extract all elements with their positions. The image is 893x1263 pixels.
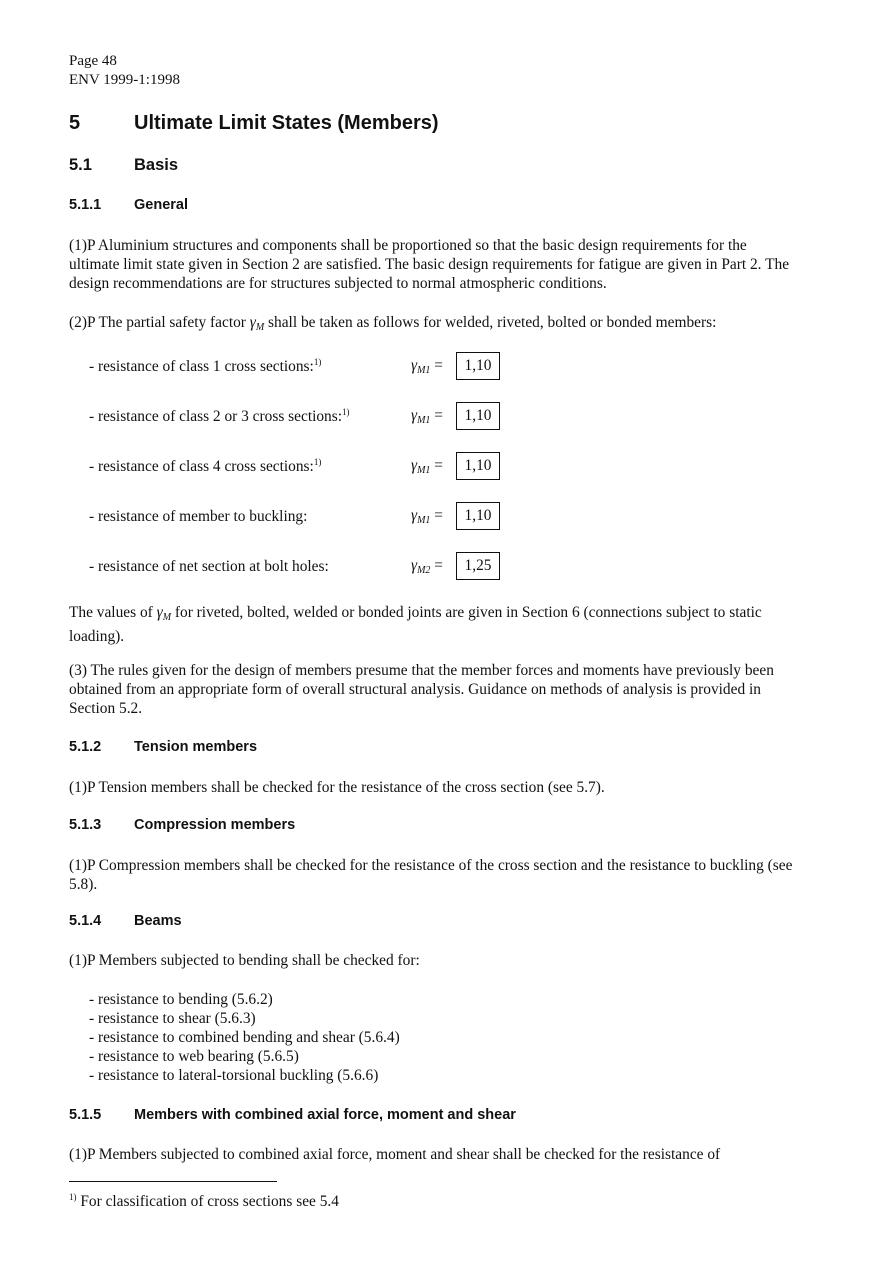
- equals-sign: =: [434, 507, 443, 524]
- clause-5-1-3-number: 5.1.3: [69, 817, 102, 833]
- list-item: - resistance to web bearing (5.6.5): [89, 1048, 299, 1065]
- clause-5-1-2-title: Tension members: [134, 739, 258, 755]
- factor-label-text: - resistance of net section at bolt holes:: [89, 558, 329, 575]
- clause-5-1-4-number: 5.1.4: [69, 913, 102, 929]
- subsection-5-1-title: Basis: [134, 156, 179, 174]
- factor-symbol: [411, 407, 443, 426]
- gamma-symbol: γ: [411, 407, 418, 424]
- factor-label-text: - resistance of member to buckling:: [89, 508, 308, 525]
- list-item: - resistance to bending (5.6.2): [89, 991, 273, 1008]
- equals-sign: =: [434, 407, 443, 424]
- factor-label-text: - resistance of class 1 cross sections:: [89, 358, 314, 375]
- section-title: Ultimate Limit States (Members): [134, 112, 439, 134]
- standard-reference: ENV 1999-1:1998: [69, 72, 180, 88]
- gamma-subscript: M1: [417, 365, 431, 376]
- section-number: 5: [69, 112, 81, 134]
- clause-5-1-5-title: Members with combined axial force, moment and shear: [134, 1107, 516, 1123]
- footnote-mark: 1): [69, 1192, 77, 1202]
- factor-symbol: [411, 557, 443, 576]
- paragraph-combined: (1)P Members subjected to combined axial force, moment and shear shall be checked for the resistance of: [69, 1146, 721, 1163]
- factor-value-box: 1,10: [456, 502, 500, 530]
- gamma-symbol: γ: [249, 314, 256, 331]
- clause-5-1-4-title: Beams: [134, 913, 182, 929]
- factor-symbol: [411, 457, 443, 476]
- clause-5-1-1-title: General: [134, 197, 188, 213]
- list-item: - resistance to lateral-torsional buckling (5.6.6): [89, 1067, 379, 1084]
- list-item: - resistance to combined bending and shear (5.6.4): [89, 1029, 400, 1046]
- footnote-ref: 1): [313, 457, 322, 467]
- subsection-5-1-number: 5.1: [69, 156, 92, 174]
- factor-row-label: [89, 507, 307, 526]
- paragraph-joint-values: [69, 603, 795, 646]
- p3-text-before: The values of: [69, 604, 157, 621]
- gamma-subscript: M2: [417, 565, 431, 576]
- gamma-symbol: γ: [156, 604, 163, 621]
- equals-sign: =: [434, 357, 443, 374]
- page-number: Page 48: [69, 53, 117, 69]
- footnote-ref: 1): [342, 407, 350, 417]
- clause-5-1-1-number: 5.1.1: [69, 197, 102, 213]
- paragraph-compression: (1)P Compression members shall be checked for the resistance of the cross section and the resistance to buckling (see 5.8).: [69, 857, 793, 894]
- p2-text-after: shall be taken as follows for welded, riveted, bolted or bonded members:: [264, 314, 717, 331]
- clause-5-1-2-number: 5.1.2: [69, 739, 102, 755]
- factor-label-text: - resistance of class 4 cross sections:: [89, 458, 314, 475]
- factor-row-label: [89, 407, 350, 426]
- clause-5-1-3-title: Compression members: [134, 817, 296, 833]
- paragraph-general-1: (1)P Aluminium structures and components shall be proportioned so that the basic design requirements for the ultimate limit state given in Section 2 are satisfied. The basic design requirements for fatigue are given in Part 2. The design recommendations are for structures subjected to normal atmospheric conditions.: [69, 237, 790, 293]
- footnote: [69, 1192, 339, 1211]
- factor-value-box: 1,10: [456, 402, 500, 430]
- footnote-text: For classification of cross sections see 5.4: [76, 1193, 339, 1210]
- p3-text-after: for riveted, bolted, welded or bonded joints are given in Section 6 (connections subject to static loading).: [69, 604, 762, 646]
- gamma-symbol: γ: [411, 357, 418, 374]
- equals-sign: =: [434, 557, 443, 574]
- paragraph-general-2: [69, 313, 795, 337]
- factor-value-box: 1,10: [456, 352, 500, 380]
- gamma-subscript: M1: [417, 515, 431, 526]
- gamma-subscript: M: [162, 612, 172, 623]
- footnote-ref: 1): [313, 357, 322, 367]
- gamma-subscript: M1: [417, 465, 431, 476]
- gamma-symbol: γ: [411, 457, 418, 474]
- paragraph-beams: (1)P Members subjected to bending shall be checked for:: [69, 952, 420, 969]
- paragraph-general-3: (3) The rules given for the design of members presume that the member forces and moments have previously been obtained from an appropriate form of overall structural analysis. Guidance on methods of analysis is provided in Section 5.2.: [69, 662, 774, 718]
- factor-value-box: 1,10: [456, 452, 500, 480]
- equals-sign: =: [434, 457, 443, 474]
- clause-5-1-5-number: 5.1.5: [69, 1107, 102, 1123]
- gamma-symbol: γ: [411, 557, 418, 574]
- list-item: - resistance to shear (5.6.3): [89, 1010, 256, 1027]
- footnote-divider: [69, 1181, 277, 1182]
- factor-row-label: [89, 457, 321, 476]
- factor-symbol: [411, 357, 443, 376]
- paragraph-tension: (1)P Tension members shall be checked for the resistance of the cross section (see 5.7).: [69, 779, 605, 796]
- p2-text-before: (2)P The partial safety factor: [69, 314, 250, 331]
- factor-row-label: [89, 557, 329, 576]
- factor-symbol: [411, 507, 443, 526]
- gamma-subscript: M: [255, 322, 265, 333]
- factor-row-label: [89, 357, 321, 376]
- factor-value-box: 1,25: [456, 552, 500, 580]
- gamma-symbol: γ: [411, 507, 418, 524]
- factor-label-text: - resistance of class 2 or 3 cross sections:: [89, 408, 343, 425]
- gamma-subscript: M1: [417, 415, 431, 426]
